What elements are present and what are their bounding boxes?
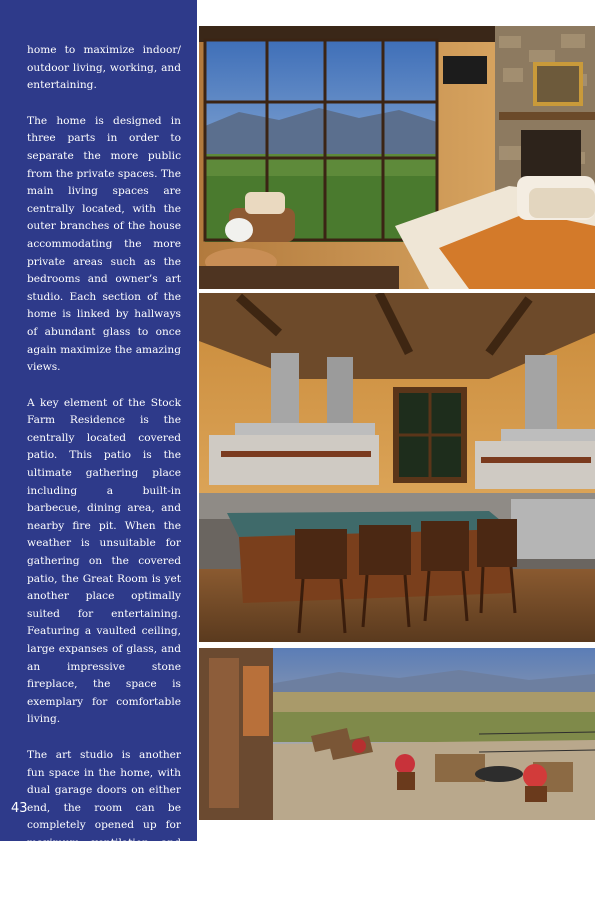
paragraph-2: The home is designed in three parts in order to separate the more public from the private spaces. The main living spaces are centrally located, with the outer branches of the house accommodating the more private areas such as the bedrooms and owner’s art studio. Each section of the home is linked by hallways of abundant glass to once again maximize the amazing views. xyxy=(27,114,181,374)
kitchen-photo xyxy=(199,293,595,642)
page-number: 43 xyxy=(11,801,28,816)
patio-photo xyxy=(199,648,595,820)
paragraph-4: The art studio is another fun space in the home, with dual garage doors on either end, the room can be completely opened up for maximum ventilation and connection to the outdoors for creative inspiration. xyxy=(27,748,181,885)
bedroom-photo xyxy=(199,26,595,289)
article-text xyxy=(27,42,181,906)
paragraph-3: A key element of the Stock Farm Residence is the centrally located covered patio. This patio is the ultimate gathering place including a built-in barbecue, dining area, and nearby fire pit. When the weather is unsuitable for gathering on the covered patio, the Great Room is yet another place optimally suited for entertaining. Featuring a vaulted ceiling, large expanses of glass, and an impressive stone fireplace, the space is exemplary for comfortable living. xyxy=(27,396,181,726)
paragraph-1: home to maximize indoor/ outdoor living, working, and entertaining. xyxy=(27,44,181,92)
